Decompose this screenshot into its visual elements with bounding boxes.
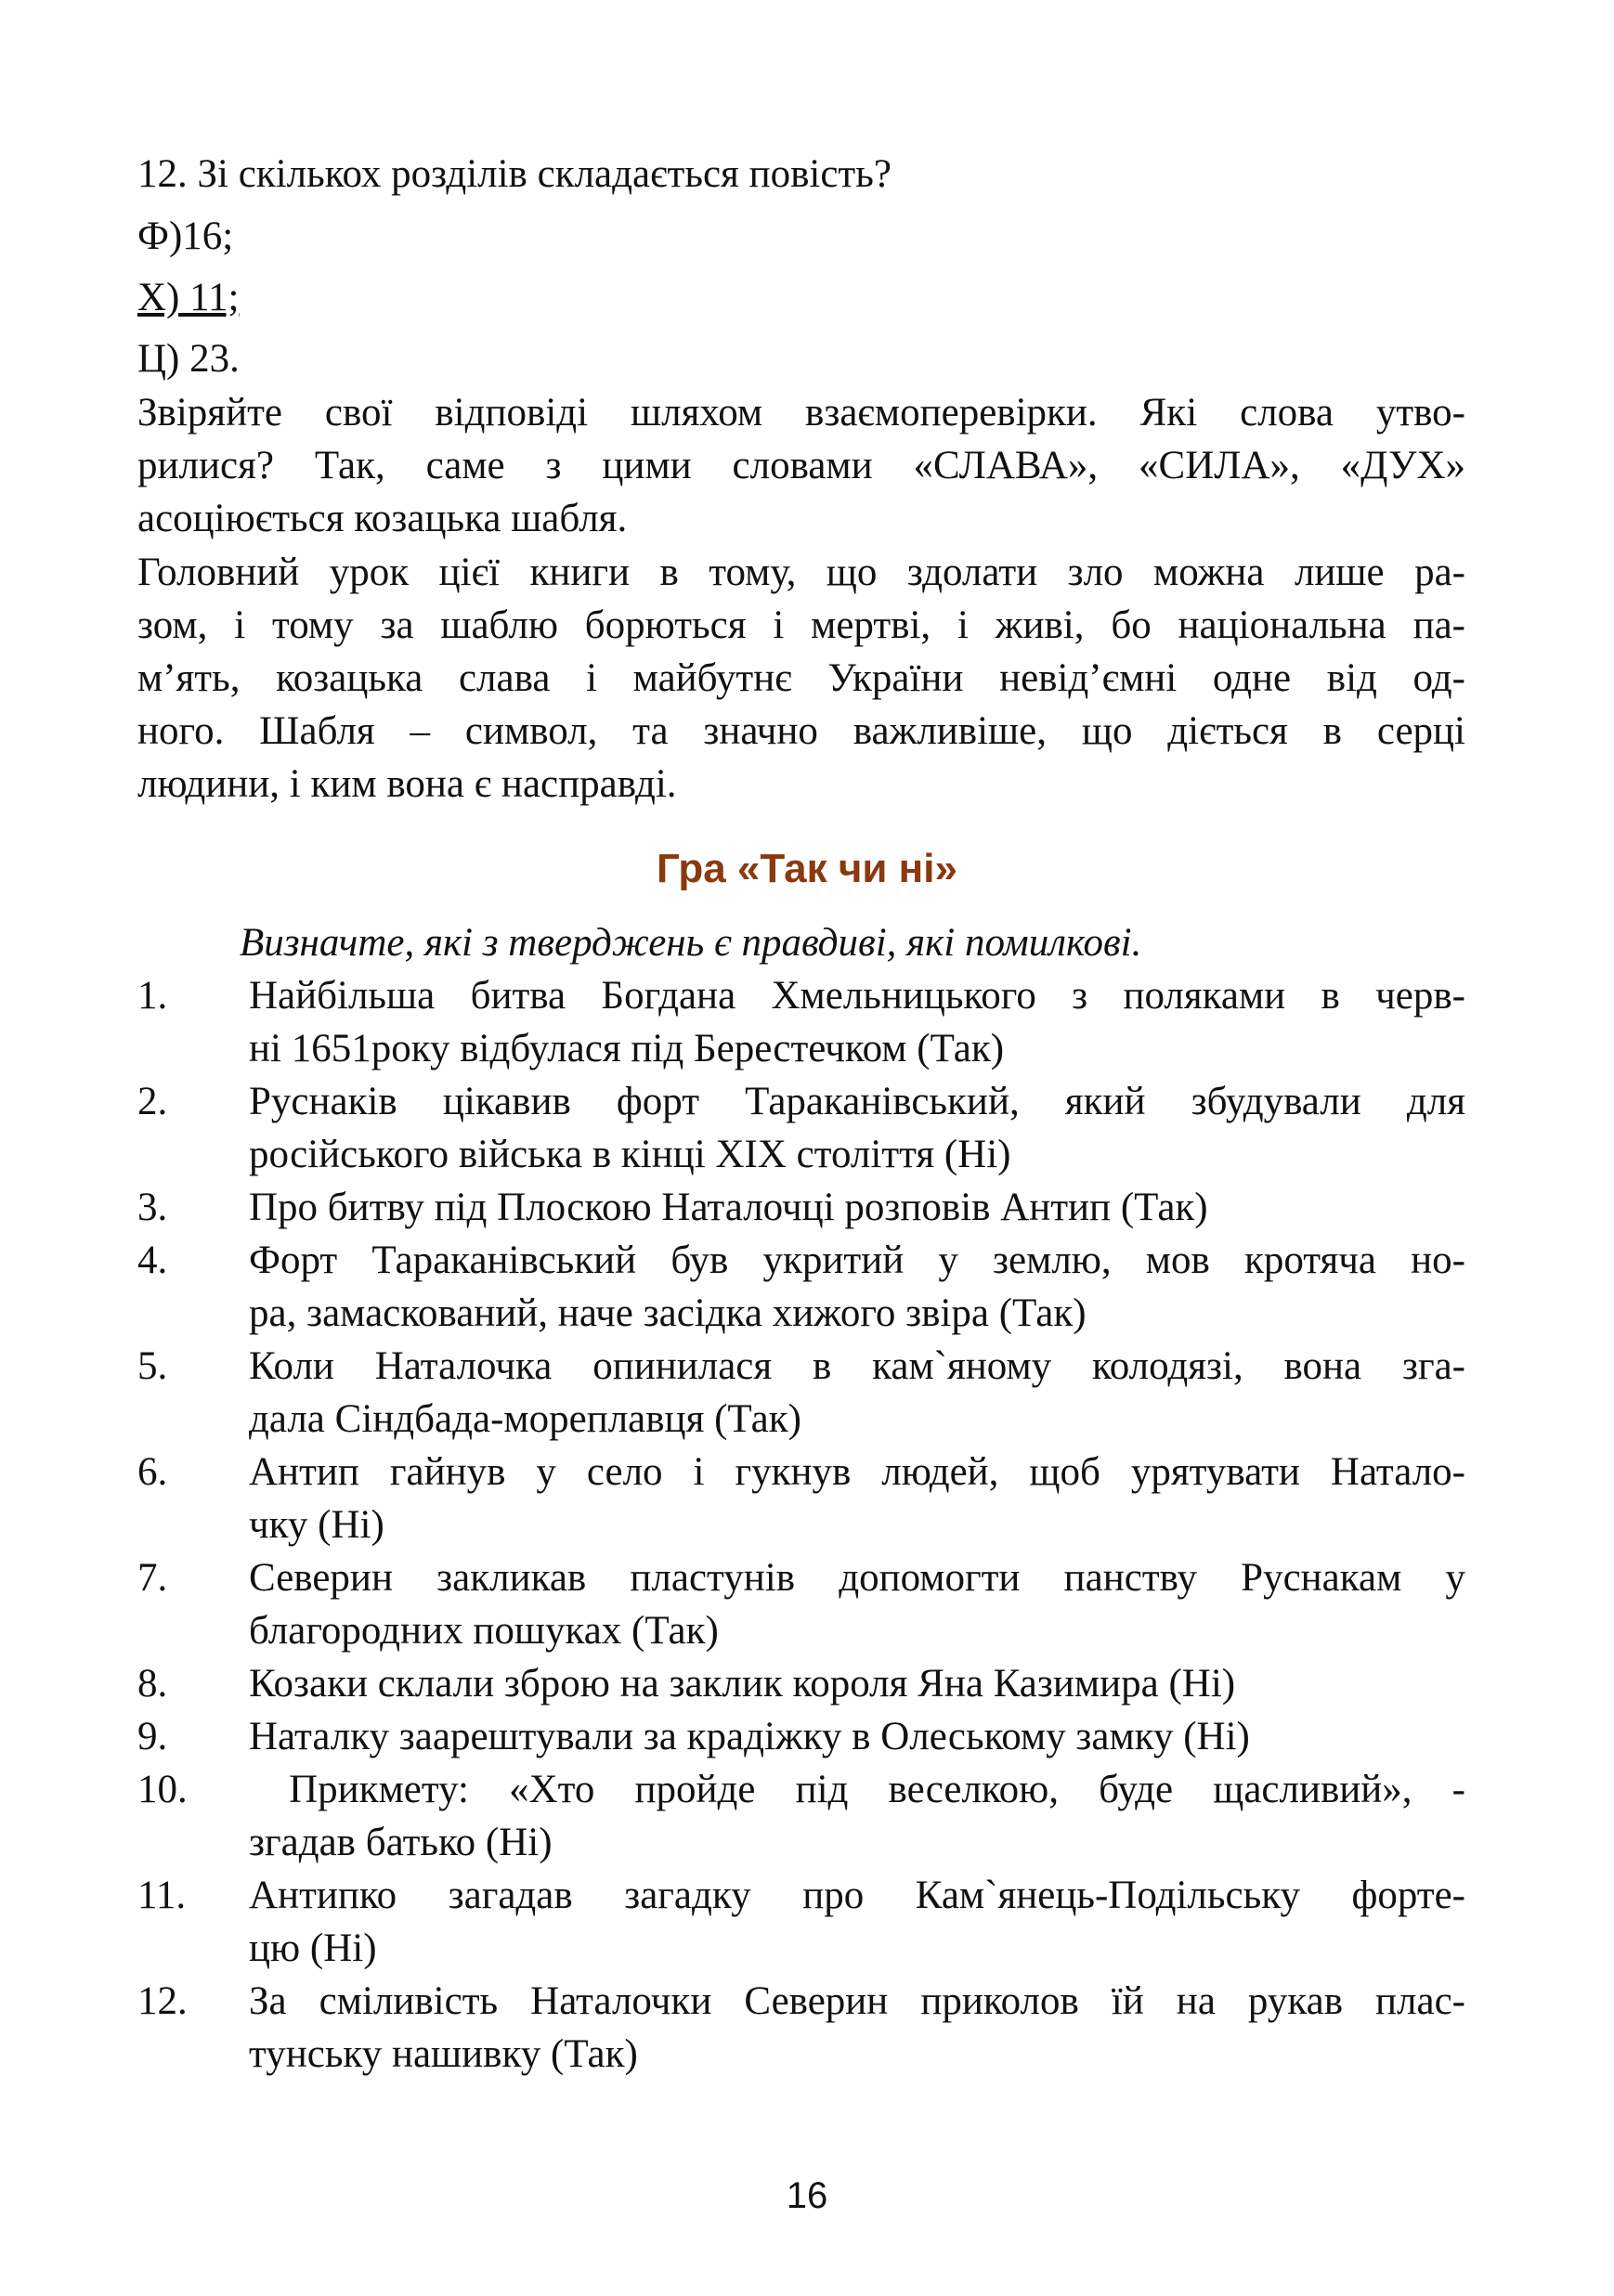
statement-number: 3. — [137, 1186, 168, 1229]
statement-line: Прикмету: «Хто пройде під веселкою, буде щасливий», - — [249, 1768, 1465, 1811]
paragraph-line: людини, і ким вона є насправді. — [137, 762, 677, 806]
statement-number: 9. — [137, 1715, 168, 1758]
statement-number: 12. — [137, 1979, 188, 2023]
statement-number: 1. — [137, 974, 168, 1018]
statement-line: Коли Наталочка опинилася в кам`яному колодязі, вона зга- — [249, 1344, 1465, 1388]
statement-line: Козаки склали зброю на заклик короля Яна Казимира (Ні) — [249, 1662, 1236, 1706]
paragraph-line: м’ять, козацька слава і майбутнє України невід’ємні одне від од- — [137, 656, 1465, 700]
question-text: 12. Зі скількох розділів складається повість? — [137, 152, 892, 196]
statement-line: Северин закликав пластунів допомогти панству Руснакам у — [249, 1556, 1465, 1600]
statement-number: 7. — [137, 1556, 168, 1600]
statement-number: 5. — [137, 1344, 168, 1388]
statement-line: Антипко загадав загадку про Кам`янець-Подільську форте- — [249, 1874, 1465, 1917]
statement-line: Найбільша битва Богдана Хмельницького з поляками в черв- — [249, 974, 1465, 1018]
statement-line: ні 1651року відбулася під Берестечком (Так) — [249, 1027, 1005, 1070]
statement-number: 4. — [137, 1239, 168, 1282]
statement-number: 2. — [137, 1080, 168, 1123]
statement-item — [249, 1340, 1465, 1446]
statement-number: 8. — [137, 1662, 168, 1706]
statement-item — [249, 1869, 1465, 1975]
statement-item — [249, 1075, 1465, 1181]
statement-line: Про битву під Плоскою Наталочці розповів Антип (Так) — [249, 1186, 1208, 1229]
statement-line: Руснаків цікавив форт Тараканівський, який збудували для — [249, 1080, 1465, 1123]
statement-number: 10. — [137, 1768, 188, 1811]
statement-line: тунську нашивку (Так) — [249, 2032, 638, 2076]
paragraph-line: Головний урок цієї книги в тому, що здолати зло можна лише ра- — [137, 551, 1465, 594]
statement-item — [249, 1446, 1465, 1551]
statement-line: благородних пошуках (Так) — [249, 1609, 719, 1653]
statement-line: цю (Ні) — [249, 1926, 377, 1970]
statement-line: російського війська в кінці XIX століття (Ні) — [249, 1133, 1011, 1176]
statement-line: чку (Ні) — [249, 1503, 384, 1547]
paragraph-line: рилися? Так, саме з цими словами «СЛАВА», «СИЛА», «ДУХ» — [137, 444, 1465, 487]
statement-item — [249, 1763, 1465, 1869]
statement-line: згадав батько (Ні) — [249, 1821, 553, 1864]
paragraph-line: асоціюється козацька шабля. — [137, 497, 628, 540]
statement-item — [249, 1551, 1465, 1657]
answer-option-correct: Х) 11; — [137, 276, 240, 319]
statement-item — [249, 1975, 1465, 2081]
section-heading: Гра «Так чи ні» — [657, 846, 957, 891]
answer-option: Ц) 23. — [137, 337, 240, 381]
statement-line: Форт Тараканівський був укритий у землю, мов кротяча но- — [249, 1239, 1465, 1282]
statement-item — [249, 969, 1465, 1075]
statement-line: дала Сіндбада-мореплавця (Так) — [249, 1397, 801, 1441]
statement-line: Наталку заарештували за крадіжку в Олеському замку (Ні) — [249, 1715, 1250, 1758]
statement-line: За сміливість Наталочки Северин приколов їй на рукав плас- — [249, 1979, 1465, 2023]
page-number: 16 — [786, 2175, 828, 2216]
paragraph-line: зом, і тому за шаблю борються і мертві, і живі, бо національна па- — [137, 603, 1465, 647]
answer-option: Ф)16; — [137, 214, 234, 258]
statement-line: Антип гайнув у село і гукнув людей, щоб урятувати Натало- — [249, 1450, 1465, 1494]
statement-number: 11. — [137, 1874, 187, 1917]
paragraph-line: ного. Шабля – символ, та значно важливіше, що діється в серці — [137, 709, 1465, 753]
statement-item — [249, 1234, 1465, 1340]
game-instruction: Визначте, які з тверджень є правдиві, які помилкові. — [240, 921, 1142, 965]
statement-number: 6. — [137, 1450, 168, 1494]
paragraph-line: Звіряйте свої відповіді шляхом взаємоперевірки. Які слова утво- — [137, 391, 1465, 435]
statement-line: ра, замаскований, наче засідка хижого звіра (Так) — [249, 1291, 1087, 1335]
